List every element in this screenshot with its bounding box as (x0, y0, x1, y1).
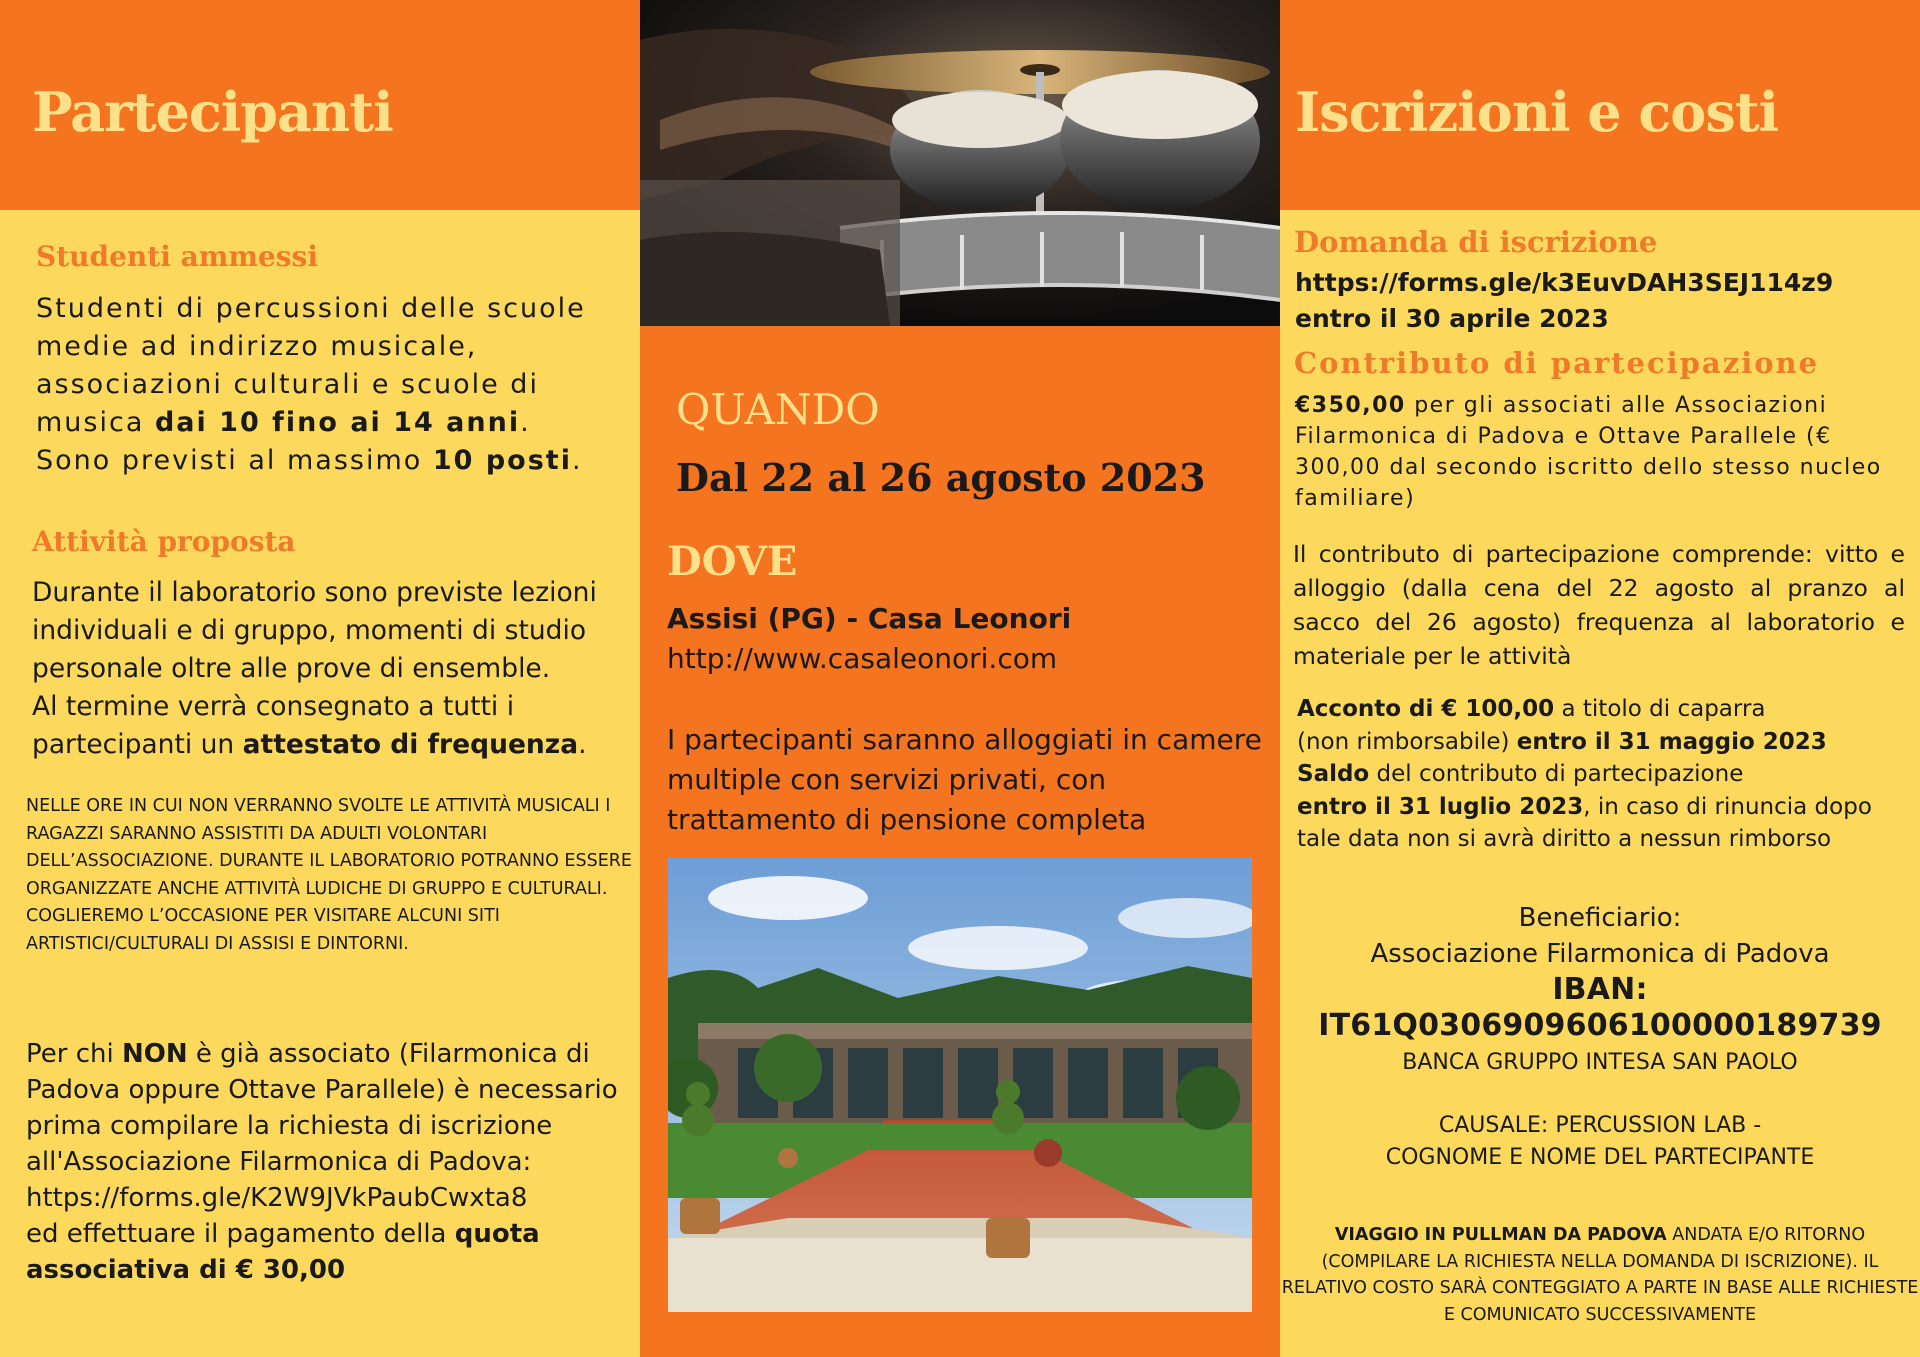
students-text-part: . (571, 445, 583, 476)
participants-title: Partecipanti (32, 80, 393, 144)
payment-terms (1297, 693, 1907, 856)
application-deadline: entro il 30 aprile 2023 (1295, 304, 1609, 333)
non-associates-text-part: ed effettuare il pagamento della (26, 1219, 455, 1249)
venue-website-link[interactable]: http://www.casaleonori.com (667, 642, 1058, 675)
payment-text-part: , in caso di rinuncia dopo tale data non si avrà diritto a nessun rimborso (1297, 793, 1872, 852)
fee-details (1295, 390, 1905, 514)
activity-text-part: Durante il laboratorio sono previste lezioni individuali e di gruppo, momenti di studio personale oltre alle prove di ensemble. (32, 577, 597, 684)
attendance-certificate: attestato di frequenza (242, 729, 579, 760)
non-associates-info (26, 1036, 636, 1288)
balance-deadline: entro il 31 luglio 2023 (1297, 793, 1584, 820)
students-text-part: . (520, 407, 531, 438)
application-heading: Domanda di iscrizione (1294, 225, 1658, 259)
non-associates-text-part: è già associato (Filarmonica di Padova oppure Ottave Parallele) è necessario prima compilare la richiesta di iscrizione all'Associazione Filarmonica di Padova: (26, 1039, 618, 1177)
participants-header-band (0, 0, 640, 210)
application-form-link[interactable]: https://forms.gle/k3EuvDAH3SEJ114z9 (1295, 268, 1834, 297)
bus-travel-notice (1280, 1222, 1920, 1328)
when-label: QUANDO (676, 385, 880, 434)
supervision-notice: NELLE ORE IN CUI NON VERRANNO SVOLTE LE ATTIVITÀ MUSICALI I RAGAZZI SARANNO ASSISTITI DA ADULTI VOLONTARI DELL’ASSOCIAZIONE. DURANTE IL LABORATORIO POTRANNO ESSERE ORGANIZZATE ANCHE ATTIVITÀ LUDICHE DI GRUPPO E CULTURALI. COGLIEREMO L’OCCASIONE PER VISITARE ALCUNI SITI ARTISTICI/CULTURALI DI ASSISI E DINTORNI. (26, 796, 632, 954)
activity-text (32, 574, 632, 764)
beneficiary-name: Associazione Filarmonica di Padova (1370, 939, 1830, 969)
fee-amount: €350,00 (1295, 393, 1406, 418)
payment-text-part: del contributo di partecipazione (1369, 761, 1744, 787)
venue-illustration (668, 858, 1252, 1312)
students-max-places: 10 posti (432, 445, 572, 476)
balance-label: Saldo (1297, 761, 1370, 787)
activity-heading: Attività proposta (32, 525, 296, 558)
bus-travel-text: ANDATA E/O RITORNO (COMPILARE LA RICHIESTA NELLA DOMANDA DI ISCRIZIONE). IL RELATIVO COSTO SARÀ CONTEGGIATO A PARTE IN BASE ALLE RICHIESTE E COMUNICATO SUCCESSIVAMENTE (1281, 1225, 1919, 1325)
students-heading: Studenti ammessi (36, 240, 318, 273)
students-age: dai 10 fino ai 14 anni (154, 407, 521, 438)
where-label: DOVE (667, 538, 798, 585)
students-text-part: Studenti di percussioni delle scuole medie ad indirizzo musicale, associazioni culturali e scuole di musica (36, 293, 586, 438)
application-info (1295, 265, 1833, 337)
venue-name: Assisi (PG) - Casa Leonori (667, 602, 1072, 635)
payment-reference (1280, 1110, 1920, 1174)
deposit-amount: Acconto di € 100,00 (1297, 696, 1555, 722)
activity-text-part: . (578, 729, 587, 760)
membership-fee: quota associativa di € 30,00 (26, 1219, 540, 1285)
students-text (36, 290, 626, 480)
casa-leonori-photo (668, 858, 1252, 1312)
payment-text-part: a titolo di caparra (1554, 696, 1766, 722)
fee-heading: Contributo di partecipazione (1294, 346, 1820, 380)
fee-text: per gli associati alle Associazioni Filarmonica di Padova e Ottave Parallele (€ 300,00 dal secondo iscritto dello stesso nucleo familiare) (1295, 393, 1882, 511)
payment-reference-line: COGNOME E NOME DEL PARTECIPANTE (1385, 1145, 1815, 1170)
iban: IBAN: IT61Q0306909606100000189739 (1318, 972, 1882, 1043)
beneficiary-block (1280, 900, 1920, 1044)
non-associates-text-part: Per chi (26, 1039, 122, 1069)
beneficiary-label: Beneficiario: (1518, 903, 1682, 933)
drum-kit-illustration (640, 0, 1280, 326)
fee-includes: Il contributo di partecipazione comprende: vitto e alloggio (dalla cena del 22 agosto al pranzo al sacco del 26 agosto) frequenza al laboratorio e materiale per le attività (1293, 540, 1905, 670)
payment-reference-line: CAUSALE: PERCUSSION LAB - (1438, 1113, 1762, 1138)
payment-text-part: (non rimborsabile) (1297, 728, 1517, 755)
students-text-part: Sono previsti al massimo (36, 445, 433, 476)
membership-form-link[interactable]: https://forms.gle/K2W9JVkPaubCwxta8 (26, 1183, 528, 1213)
non-emphasis: NON (121, 1039, 188, 1069)
panel-registration-costs (1280, 0, 1920, 1357)
registration-title: Iscrizioni e costi (1295, 80, 1779, 144)
event-dates: Dal 22 al 26 agosto 2023 (676, 455, 1206, 500)
panel-when-where (640, 0, 1280, 1357)
registration-header-band (1280, 0, 1920, 210)
bank-name: BANCA GRUPPO INTESA SAN PAOLO (1402, 1050, 1798, 1075)
drum-kit-photo (640, 0, 1280, 326)
accommodation-description: I partecipanti saranno alloggiati in camere multiple con servizi privati, con trattamento di pensione completa (667, 723, 1262, 836)
activity-text-part: Al termine verrà consegnato a tutti i partecipanti un (32, 691, 515, 760)
panel-participants (0, 0, 640, 1357)
bus-travel-title: VIAGGIO IN PULLMAN DA PADOVA (1334, 1225, 1667, 1245)
deposit-deadline: entro il 31 maggio 2023 (1516, 728, 1827, 755)
